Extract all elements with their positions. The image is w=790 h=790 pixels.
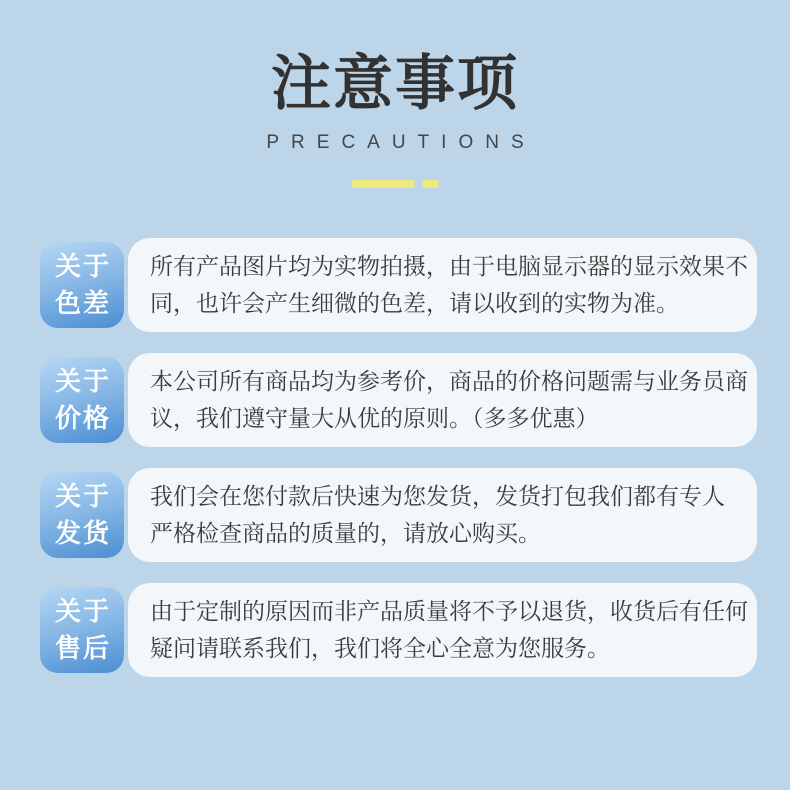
notice-text-line: 我们会在您付款后快速为您发货，发货打包我们都有专人 — [150, 483, 725, 509]
notice-text-line: 由于定制的原因而非产品质量将不予以退货，收货后有任何 — [150, 598, 748, 624]
notice-text-card — [128, 238, 757, 332]
notice-text-line: 同，也许会产生细微的色差，请以收到的实物为准。 — [150, 290, 679, 316]
notice-text-card — [128, 468, 757, 562]
notice-text-line: 疑问请联系我们，我们将全心全意为您服务。 — [150, 635, 610, 661]
notice-row-shipping — [40, 468, 757, 562]
title-divider — [0, 180, 790, 188]
badge-label-line: 关于 — [54, 251, 111, 281]
badge-label-line: 关于 — [54, 366, 111, 396]
notice-list — [0, 238, 790, 677]
notice-row-color-difference — [40, 238, 757, 332]
notice-text-line: 议，我们遵守量大从优的原则。（多多优惠） — [150, 405, 599, 431]
notice-badge — [40, 357, 124, 443]
notice-text-card — [128, 583, 757, 677]
notice-text-card — [128, 353, 757, 447]
page-subtitle: PRECAUTIONS — [266, 132, 536, 153]
page-header — [0, 0, 790, 188]
page-title: 注意事项 — [271, 50, 519, 117]
notice-text-line: 所有产品图片均为实物拍摄，由于电脑显示器的显示效果不 — [150, 253, 748, 279]
divider-bar-short — [422, 180, 439, 188]
badge-label-line: 售后 — [54, 633, 111, 663]
badge-label-line: 关于 — [54, 596, 111, 626]
badge-label-line: 价格 — [54, 403, 111, 433]
badge-label-line: 关于 — [54, 481, 111, 511]
notice-badge — [40, 587, 124, 673]
notice-badge — [40, 242, 124, 328]
badge-label-line: 色差 — [54, 288, 111, 318]
notice-text-line: 本公司所有商品均为参考价，商品的价格问题需与业务员商 — [150, 368, 748, 394]
badge-label-line: 发货 — [54, 518, 111, 548]
divider-bar-long — [351, 180, 415, 188]
notice-row-price — [40, 353, 757, 447]
notice-text-line: 严格检查商品的质量的，请放心购买。 — [150, 520, 541, 546]
notice-badge — [40, 472, 124, 558]
notice-row-after-sales — [40, 583, 757, 677]
